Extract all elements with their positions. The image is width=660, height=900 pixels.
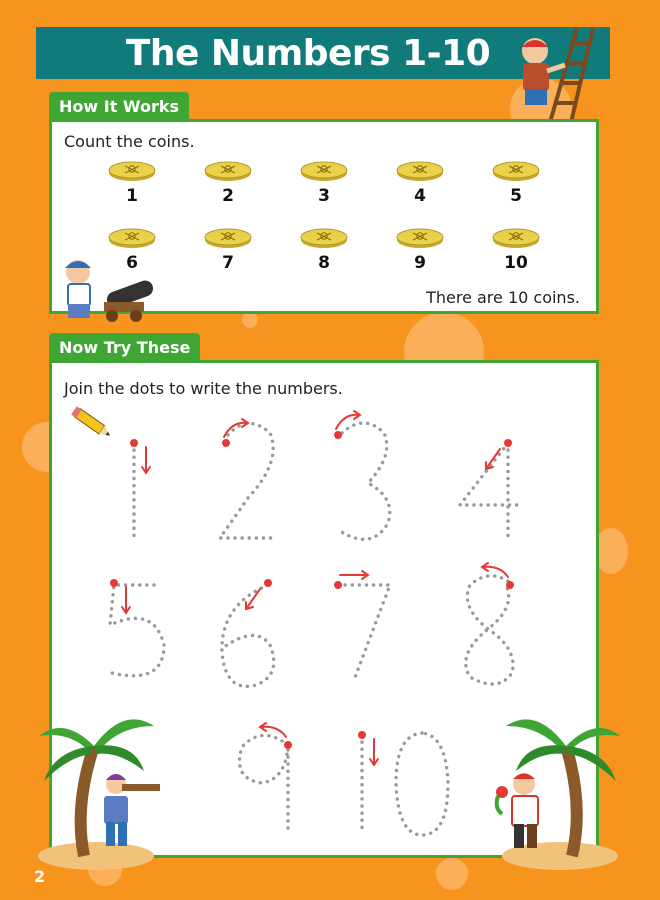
dotted-stroke bbox=[340, 423, 390, 539]
decor-bubble bbox=[242, 312, 258, 328]
trace-digit-3 bbox=[334, 411, 390, 539]
coin-icon bbox=[300, 160, 348, 182]
trace-digit-1 bbox=[130, 439, 150, 538]
trace-digit-5 bbox=[110, 579, 164, 676]
trace-digit-9 bbox=[240, 723, 293, 830]
trace-digit-7 bbox=[334, 571, 390, 680]
coin-item bbox=[102, 160, 162, 206]
how-it-works-tab bbox=[49, 92, 189, 120]
how-it-works-panel bbox=[49, 119, 599, 314]
start-dot bbox=[110, 579, 118, 587]
direction-arrow bbox=[122, 587, 130, 613]
dotted-stroke bbox=[396, 733, 448, 835]
coin-number: 4 bbox=[414, 186, 426, 206]
coin-item bbox=[486, 227, 546, 273]
coin-item bbox=[294, 227, 354, 273]
dotted-stroke bbox=[338, 585, 390, 680]
dotted-stroke bbox=[460, 443, 518, 505]
coin-item bbox=[198, 160, 258, 206]
coin-icon bbox=[108, 227, 156, 249]
direction-arrow bbox=[142, 447, 150, 473]
coin-item bbox=[294, 160, 354, 206]
start-dot bbox=[334, 581, 342, 589]
count-instruction: Count the coins. bbox=[64, 132, 195, 151]
trace-digit-6 bbox=[222, 579, 274, 686]
page-title: The Numbers 1-10 bbox=[125, 32, 491, 74]
coin-number: 9 bbox=[414, 253, 426, 273]
coin-number: 8 bbox=[318, 253, 330, 273]
coin-icon bbox=[492, 160, 540, 182]
start-dot bbox=[506, 581, 514, 589]
palm-tree-parrot-pirate bbox=[488, 706, 623, 871]
coin-icon bbox=[396, 227, 444, 249]
coin-icon bbox=[204, 160, 252, 182]
coin-icon bbox=[396, 160, 444, 182]
trace-digit-10 bbox=[358, 731, 448, 835]
coin-number: 2 bbox=[222, 186, 234, 206]
palm-tree-telescope-pirate bbox=[34, 706, 169, 871]
start-dot bbox=[334, 431, 342, 439]
coin-icon bbox=[492, 227, 540, 249]
start-dot bbox=[358, 731, 366, 739]
coin-number: 3 bbox=[318, 186, 330, 206]
dotted-stroke bbox=[240, 735, 289, 830]
page-number: 2 bbox=[34, 867, 46, 886]
coin-total-text: There are 10 coins. bbox=[426, 288, 580, 307]
pirate-cannon-illustration bbox=[56, 252, 166, 330]
start-dot bbox=[504, 439, 512, 447]
decor-bubble bbox=[594, 528, 628, 574]
coin-icon bbox=[204, 227, 252, 249]
now-try-these-label: Now Try These bbox=[59, 337, 191, 357]
coin-item bbox=[390, 160, 450, 206]
coin-item bbox=[486, 160, 546, 206]
coin-number: 7 bbox=[222, 253, 234, 273]
trace-digit-2 bbox=[220, 419, 276, 538]
coin-icon bbox=[300, 227, 348, 249]
start-dot bbox=[264, 579, 272, 587]
start-dot bbox=[130, 439, 138, 447]
coin-number: 1 bbox=[126, 186, 138, 206]
direction-arrow bbox=[260, 723, 286, 737]
coin-icon bbox=[108, 160, 156, 182]
direction-arrow bbox=[486, 449, 500, 469]
trace-digit-8 bbox=[466, 563, 514, 684]
dotted-stroke bbox=[110, 585, 164, 676]
dotted-stroke bbox=[466, 576, 513, 684]
decor-bubble bbox=[436, 858, 468, 890]
coin-item bbox=[390, 227, 450, 273]
now-try-these-tab bbox=[49, 333, 200, 361]
coin-number: 5 bbox=[510, 186, 522, 206]
coin-number: 6 bbox=[126, 253, 138, 273]
direction-arrow bbox=[370, 739, 378, 765]
pencil-icon bbox=[68, 406, 116, 440]
start-dot bbox=[222, 439, 230, 447]
coin-item bbox=[198, 227, 258, 273]
trace-digit-4 bbox=[460, 439, 518, 538]
direction-arrow bbox=[340, 571, 368, 579]
direction-arrow bbox=[246, 589, 260, 609]
direction-arrow bbox=[336, 411, 360, 429]
dotted-stroke bbox=[222, 585, 274, 686]
how-it-works-label: How It Works bbox=[59, 96, 180, 116]
start-dot bbox=[284, 741, 292, 749]
join-dots-instruction: Join the dots to write the numbers. bbox=[64, 379, 343, 398]
coin-number: 10 bbox=[504, 253, 528, 273]
